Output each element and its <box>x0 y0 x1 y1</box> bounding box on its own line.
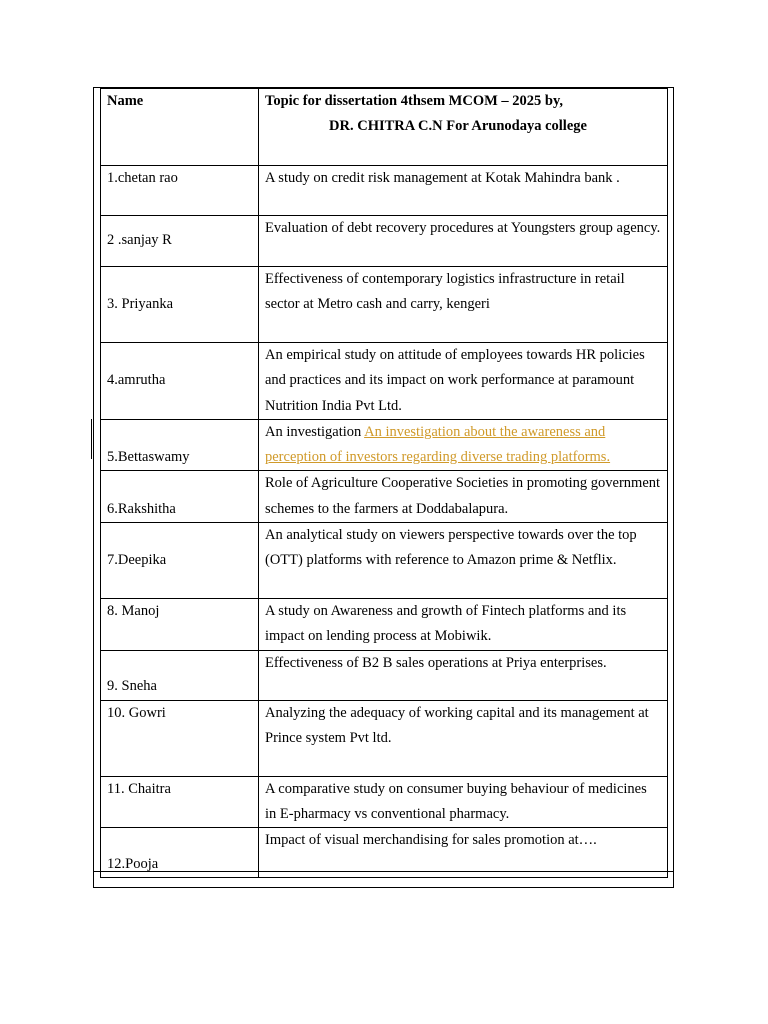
dissertation-topic: An empirical study on attitude of employees towards HR policies and practices and its impact on work performance at paramount Nutrition India Pvt Ltd. <box>259 343 668 420</box>
dissertation-topic: Effectiveness of contemporary logistics infrastructure in retail sector at Metro cash and carry, kengeri <box>259 267 668 343</box>
table-row <box>101 267 668 343</box>
table-row <box>101 343 668 420</box>
table-row <box>101 828 668 878</box>
student-name: 1.chetan rao <box>101 166 259 216</box>
table-row <box>101 523 668 599</box>
student-name: 3. Priyanka <box>101 267 259 343</box>
student-name: 9. Sneha <box>101 650 259 700</box>
student-name: 11. Chaitra <box>101 776 259 828</box>
dissertation-topic: Role of Agriculture Cooperative Societies in promoting government schemes to the farmers at Doddabalapura. <box>259 471 668 523</box>
dissertation-topic: A study on credit risk management at Kotak Mahindra bank . <box>259 166 668 216</box>
table-row <box>101 650 668 700</box>
name-column-header <box>101 89 259 166</box>
dissertation-topic: A comparative study on consumer buying behaviour of medicines in E-pharmacy vs conventional pharmacy. <box>259 776 668 828</box>
student-name: 2 .sanjay R <box>101 216 259 267</box>
table-row <box>101 419 668 471</box>
topic-link[interactable]: An investigation about the awareness and perception of investors regarding diverse trading platforms. <box>265 423 611 466</box>
topic-header-title: Topic for dissertation 4thsem MCOM – 2025 by, <box>265 93 564 109</box>
student-name: 6.Rakshitha <box>101 471 259 523</box>
table-row <box>101 599 668 651</box>
dissertation-topic: Analyzing the adequacy of working capital and its management at Prince system Pvt ltd. <box>259 700 668 776</box>
dissertation-topic: Impact of visual merchandising for sales promotion at…. <box>259 828 668 878</box>
table-row <box>101 700 668 776</box>
table-row <box>101 166 668 216</box>
table-header-row <box>101 89 668 166</box>
topic-column-header <box>259 89 668 166</box>
table-row <box>101 216 668 267</box>
student-name: 5.Bettaswamy <box>101 419 259 471</box>
student-name: 10. Gowri <box>101 700 259 776</box>
table-row <box>101 776 668 828</box>
student-name: 8. Manoj <box>101 599 259 651</box>
dissertation-topic: An analytical study on viewers perspective towards over the top (OTT) platforms with reference to Amazon prime & Netflix. <box>259 523 668 599</box>
dissertation-topic: Evaluation of debt recovery procedures at Youngsters group agency. <box>259 216 668 267</box>
table-row <box>101 471 668 523</box>
change-bar <box>91 419 92 459</box>
topic-header-subtitle: DR. CHITRA C.N For Arunodaya college <box>329 118 587 135</box>
student-name: 12.Pooja <box>101 828 259 878</box>
dissertation-topic <box>259 419 668 471</box>
dissertation-table <box>100 88 668 878</box>
dissertation-topic: A study on Awareness and growth of Fintech platforms and its impact on lending process at Mobiwik. <box>259 599 668 651</box>
student-name: 7.Deepika <box>101 523 259 599</box>
student-name: 4.amrutha <box>101 343 259 420</box>
topic-prefix: An investigation <box>265 423 365 440</box>
dissertation-topic: Effectiveness of B2 B sales operations at Priya enterprises. <box>259 650 668 700</box>
name-header-label: Name <box>107 93 144 109</box>
